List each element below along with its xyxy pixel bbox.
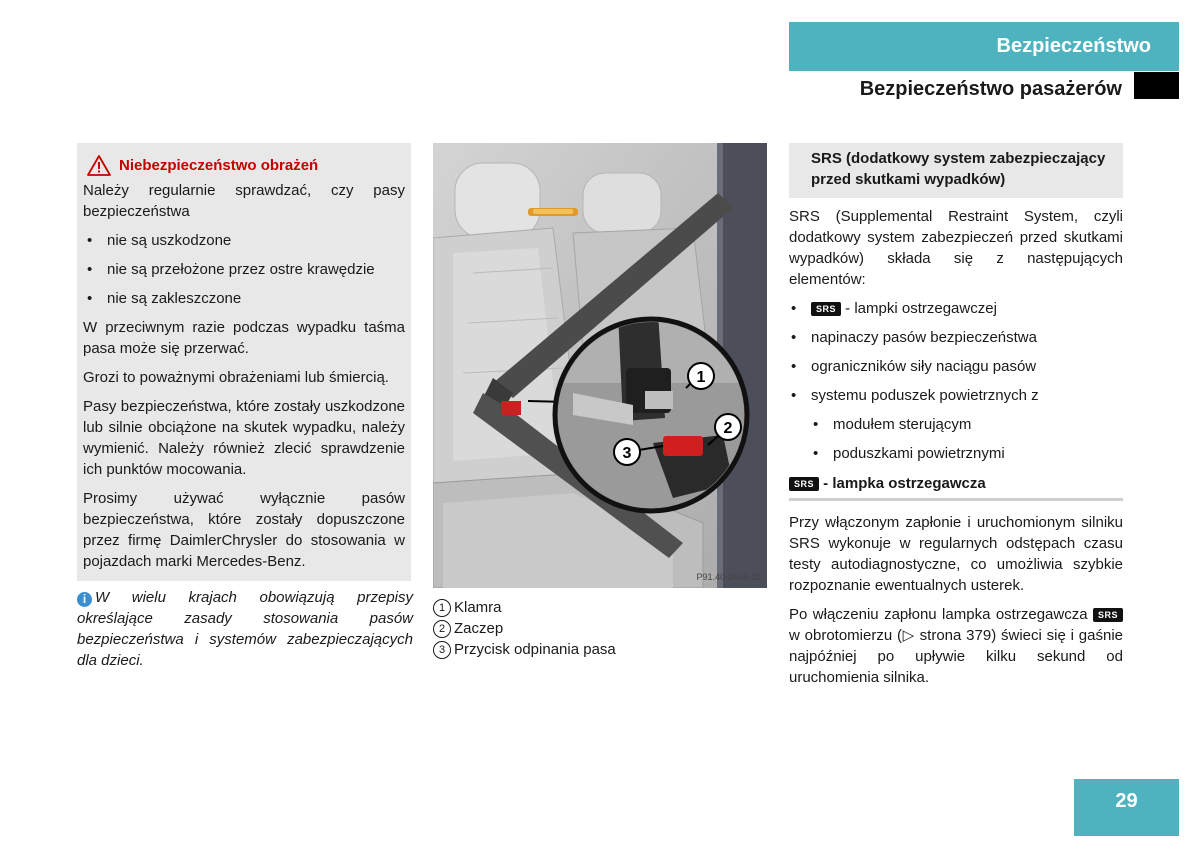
warning-intro: Należy regularnie sprawdzać, czy pasy bezpieczeństwa [83,182,405,220]
caption-row [433,639,616,660]
caption-number: 2 [433,620,451,638]
figure-code: P91.40-2618-31 [696,572,761,582]
srs-heading: SRS (dodatkowy system zabezpieczający przed skutkami wypadków) [789,143,1123,198]
text-part: Po włączeniu zapłonu lampka ostrzegawcza [789,606,1093,623]
warning-bullet-list [83,230,405,309]
srs-lamp-body [789,512,1123,696]
srs-body [789,206,1123,472]
warning-bullet: • nie są zakleszczone [83,288,405,309]
info-note-text: W wielu krajach obowiązują przepisy określające zasady stosowania pasów bezpieczeństwa i systemów zabezpieczających dla dzieci. [77,589,413,669]
caption-number: 3 [433,641,451,659]
caption-label: Przycisk odpinania pasa [454,641,616,658]
warning-paragraph: Prosimy używać wyłącznie pasów bezpieczeństwa, które zostały dopuszczone przez firmę DaimlerChrysler do stosowania w pojazdach marki Mercedes-Benz. [83,490,405,570]
section-title: Bezpieczeństwo [789,22,1179,71]
srs-components-list [789,298,1123,464]
seatbelt-illustration [433,143,767,588]
info-icon: i [77,592,92,607]
warning-paragraph: W przeciwnym razie podczas wypadku taśma pasa może się przerwać. [83,319,405,357]
srs-lamp-heading-text: - lampka ostrzegawcza [819,475,986,492]
srs-component-text: - lampki ostrzegawczej [841,300,997,317]
subsection-title: Bezpieczeństwo pasażerów [859,78,1122,100]
caption-row [433,597,616,618]
srs-lamp-heading [789,473,1123,501]
warning-triangle-icon [87,155,111,176]
svg-text:1: 1 [696,369,706,386]
srs-component: • systemu poduszek powietrznych z [789,385,1123,406]
srs-component: • napinaczy pasów bezpieczeństwa [789,327,1123,348]
caption-row [433,618,616,639]
text-part: strona 379) świeci się i gaśnie najpóźniej po upływie kilku sekund od uruchomienia silnika. [789,627,1123,686]
info-note [77,587,413,671]
figure-captions [433,597,616,660]
srs-subcomponent: • modułem sterującym [789,414,1123,435]
warning-title-row [87,155,405,176]
srs-lamp-paragraph [789,604,1123,688]
page-reference-arrow-icon: ▷ [902,627,915,644]
srs-component [789,298,1123,319]
caption-label: Klamra [454,599,502,616]
srs-lamp-paragraph: Przy włączonym zapłonie i uruchomionym silniku SRS wykonuje w regularnych odstępach czasu testy autodiagnostyczne, co umożliwia szybkie rozpoznanie ewentualnych usterek. [789,514,1123,594]
svg-text:3: 3 [622,445,632,462]
srs-component: • ograniczników siły naciągu pasów [789,356,1123,377]
srs-intro: SRS (Supplemental Restraint System, czyli dodatkowy system zabezpieczeń przed skutkami wypadków) składa się z następujących elementów: [789,208,1123,288]
svg-text:2: 2 [723,420,733,437]
srs-badge-icon: SRS [1093,608,1123,622]
warning-box [77,143,411,581]
warning-title: Niebezpieczeństwo obrażeń [119,157,319,174]
srs-subcomponent: • poduszkami powietrznymi [789,443,1123,464]
caption-number: 1 [433,599,451,617]
warning-paragraph: Pasy bezpieczeństwa, które zostały uszkodzone lub silnie obciążone na skutek wypadku, należy wymienić. Należy również zlecić sprawdzenie ich punktów mocowania. [83,398,405,478]
warning-paragraph: Grozi to poważnymi obrażeniami lub śmiercią. [83,369,389,386]
text-part: w obrotomierzu ( [789,627,902,644]
seatbelt-illustration-drawing [433,143,767,588]
section-marker [1134,72,1179,99]
warning-bullet: • nie są przełożone przez ostre krawędzie [83,259,405,280]
caption-label: Zaczep [454,620,504,637]
srs-badge-icon: SRS [789,477,819,491]
page-number: 29 [1074,779,1179,836]
warning-bullet: • nie są uszkodzone [83,230,405,251]
srs-badge-icon: SRS [811,302,841,316]
